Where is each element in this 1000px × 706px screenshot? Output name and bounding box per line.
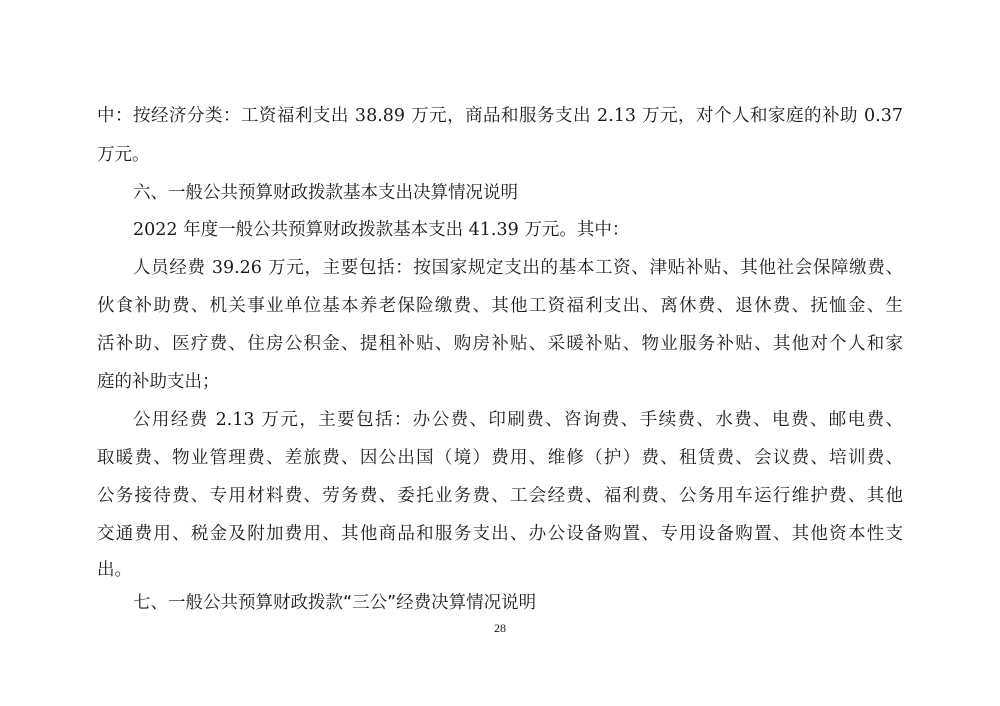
page-number: 28 <box>494 621 506 635</box>
section-heading-7: 七、一般公共预算财政拨款“三公”经费决算情况说明 <box>133 593 537 613</box>
paragraph-economic-classification-line-1: 中：按经济分类：工资福利支出 38.89 万元，商品和服务支出 2.13 万元，对个人和家庭的补助 0.37 <box>97 106 903 126</box>
section-heading-6: 六、一般公共预算财政拨款基本支出决算情况说明 <box>133 183 518 203</box>
paragraph-public-funds-line-5: 出。 <box>97 560 132 580</box>
paragraph-public-funds-line-2: 取暖费、物业管理费、差旅费、因公出国（境）费用、维修（护）费、租赁费、会议费、培训费、 <box>97 448 903 468</box>
paragraph-economic-classification-line-2: 万元。 <box>97 145 150 165</box>
paragraph-personnel-line-3: 活补助、医疗费、住房公积金、提租补贴、购房补贴、采暖补贴、物业服务补贴、其他对个人和家 <box>97 334 903 354</box>
paragraph-personnel-line-1: 人员经费 39.26 万元，主要包括：按国家规定支出的基本工资、津贴补贴、其他社会保障缴费、 <box>133 258 903 278</box>
paragraph-public-funds-line-1: 公用经费 2.13 万元，主要包括：办公费、印刷费、咨询费、手续费、水费、电费、邮电费、 <box>133 410 903 430</box>
paragraph-public-funds-line-4: 交通费用、税金及附加费用、其他商品和服务支出、办公设备购置、专用设备购置、其他资本性支 <box>97 524 903 544</box>
paragraph-personnel-line-4: 庭的补助支出； <box>97 372 220 392</box>
paragraph-personnel-line-2: 伙食补助费、机关事业单位基本养老保险缴费、其他工资福利支出、离休费、退休费、抚恤金、生 <box>97 296 903 316</box>
paragraph-public-funds-line-3: 公务接待费、专用材料费、劳务费、委托业务费、工会经费、福利费、公务用车运行维护费、其他 <box>97 486 903 506</box>
paragraph-basic-expenditure-total: 2022 年度一般公共预算财政拨款基本支出 41.39 万元。其中： <box>133 220 630 240</box>
